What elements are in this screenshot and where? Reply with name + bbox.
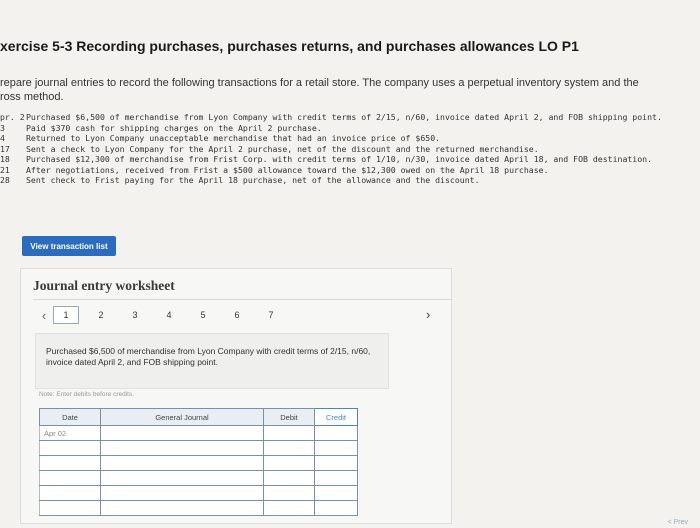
account-cell[interactable] <box>101 501 264 516</box>
transaction-date: 21 <box>0 164 10 175</box>
transaction-text: Paid $370 cash for shipping charges on the April 2 purchase. <box>26 122 322 133</box>
page-tab-7[interactable]: 7 <box>268 310 274 320</box>
journal-row <box>40 426 358 441</box>
debit-cell[interactable] <box>264 486 315 501</box>
instructions <box>0 76 680 104</box>
journal-header-row <box>40 409 358 426</box>
transaction-item <box>0 165 690 176</box>
transaction-text: Sent check to Frist paying for the April 18 purchase, net of the allowance and the discount. <box>26 175 480 185</box>
transaction-list <box>0 112 690 186</box>
date-cell <box>40 456 101 471</box>
date-column-header: Date <box>40 409 101 426</box>
debit-credit-note: Note: Enter debits before credits. <box>39 391 135 398</box>
account-cell[interactable] <box>101 471 264 486</box>
transaction-item <box>0 154 690 165</box>
credit-cell[interactable] <box>315 501 358 516</box>
page-tab-2[interactable]: 2 <box>98 310 104 320</box>
debit-cell[interactable] <box>264 426 315 441</box>
transaction-text: Sent a check to Lyon Company for the April 2 purchase, net of the discount and the returned merchandise. <box>26 143 539 154</box>
date-cell <box>40 486 101 501</box>
transaction-item <box>0 144 690 155</box>
credit-cell[interactable] <box>315 426 358 441</box>
instructions-line-1: repare journal entries to record the following transactions for a retail store. The company uses a perpetual inventory system and the <box>0 77 639 89</box>
debit-cell[interactable] <box>264 441 315 456</box>
current-transaction-box <box>35 333 389 389</box>
journal-row <box>40 456 358 471</box>
journal-table <box>39 408 358 516</box>
page-tab-1[interactable]: 1 <box>53 306 79 324</box>
date-cell <box>40 441 101 456</box>
date-cell: Apr 02 <box>40 426 101 441</box>
worksheet-title: Journal entry worksheet <box>33 278 175 293</box>
instructions-line-2: ross method. <box>0 91 64 103</box>
account-cell[interactable] <box>101 426 264 441</box>
prev-link[interactable]: < Prev <box>667 519 688 526</box>
transaction-date: 18 <box>0 154 10 164</box>
transaction-date: 3 <box>0 122 5 133</box>
debit-column-header: Debit <box>264 409 315 426</box>
credit-cell[interactable] <box>315 486 358 501</box>
general-journal-column-header: General Journal <box>101 409 264 426</box>
transaction-date: 17 <box>0 143 10 154</box>
credit-cell[interactable] <box>315 441 358 456</box>
transaction-text: After negotiations, received from Frist a $500 allowance toward the $12,300 owed on the April 18 purchase. <box>26 164 549 175</box>
worksheet-pager <box>35 306 293 324</box>
account-cell[interactable] <box>101 441 264 456</box>
transaction-date: pr. 2 <box>0 112 25 122</box>
chevron-right-icon[interactable]: › <box>426 307 431 322</box>
journal-entry-worksheet <box>20 268 452 524</box>
transaction-item <box>0 175 690 186</box>
journal-row <box>40 486 358 501</box>
journal-row <box>40 471 358 486</box>
transaction-date: 4 <box>0 133 5 143</box>
credit-cell[interactable] <box>315 456 358 471</box>
credit-column-header: Credit <box>315 409 358 426</box>
exercise-title: xercise 5-3 Recording purchases, purchases returns, and purchases allowances LO P1 <box>0 38 579 54</box>
page-tab-6[interactable]: 6 <box>234 310 240 320</box>
debit-cell[interactable] <box>264 501 315 516</box>
page-tab-4[interactable]: 4 <box>166 310 172 320</box>
date-cell <box>40 471 101 486</box>
transaction-text: Purchased $6,500 of merchandise from Lyon Company with credit terms of 2/15, n/60, invoice dated April 2, and FOB shipping point. <box>26 112 662 122</box>
debit-cell[interactable] <box>264 471 315 486</box>
transaction-date: 28 <box>0 175 10 185</box>
view-transaction-list-button[interactable]: View transaction list <box>22 236 116 256</box>
transaction-item <box>0 123 690 134</box>
credit-cell[interactable] <box>315 471 358 486</box>
current-transaction-text: Purchased $6,500 of merchandise from Lyon Company with credit terms of 2/15, n/60, invoice dated April 2, and FOB shipping point. <box>46 346 371 367</box>
chevron-left-icon[interactable]: ‹ <box>41 307 47 323</box>
transaction-item <box>0 112 690 123</box>
journal-row <box>40 501 358 516</box>
account-cell[interactable] <box>101 456 264 471</box>
page-tab-3[interactable]: 3 <box>132 310 138 320</box>
worksheet-divider <box>33 299 451 300</box>
debit-cell[interactable] <box>264 456 315 471</box>
date-cell <box>40 501 101 516</box>
transaction-text: Purchased $12,300 of merchandise from Frist Corp. with credit terms of 1/10, n/30, invoice dated April 18, and FOB destination. <box>26 154 653 164</box>
transaction-text: Returned to Lyon Company unacceptable merchandise that had an invoice price of $650. <box>26 133 441 143</box>
account-cell[interactable] <box>101 486 264 501</box>
transaction-item <box>0 133 690 144</box>
journal-row <box>40 441 358 456</box>
page-tab-5[interactable]: 5 <box>200 310 206 320</box>
